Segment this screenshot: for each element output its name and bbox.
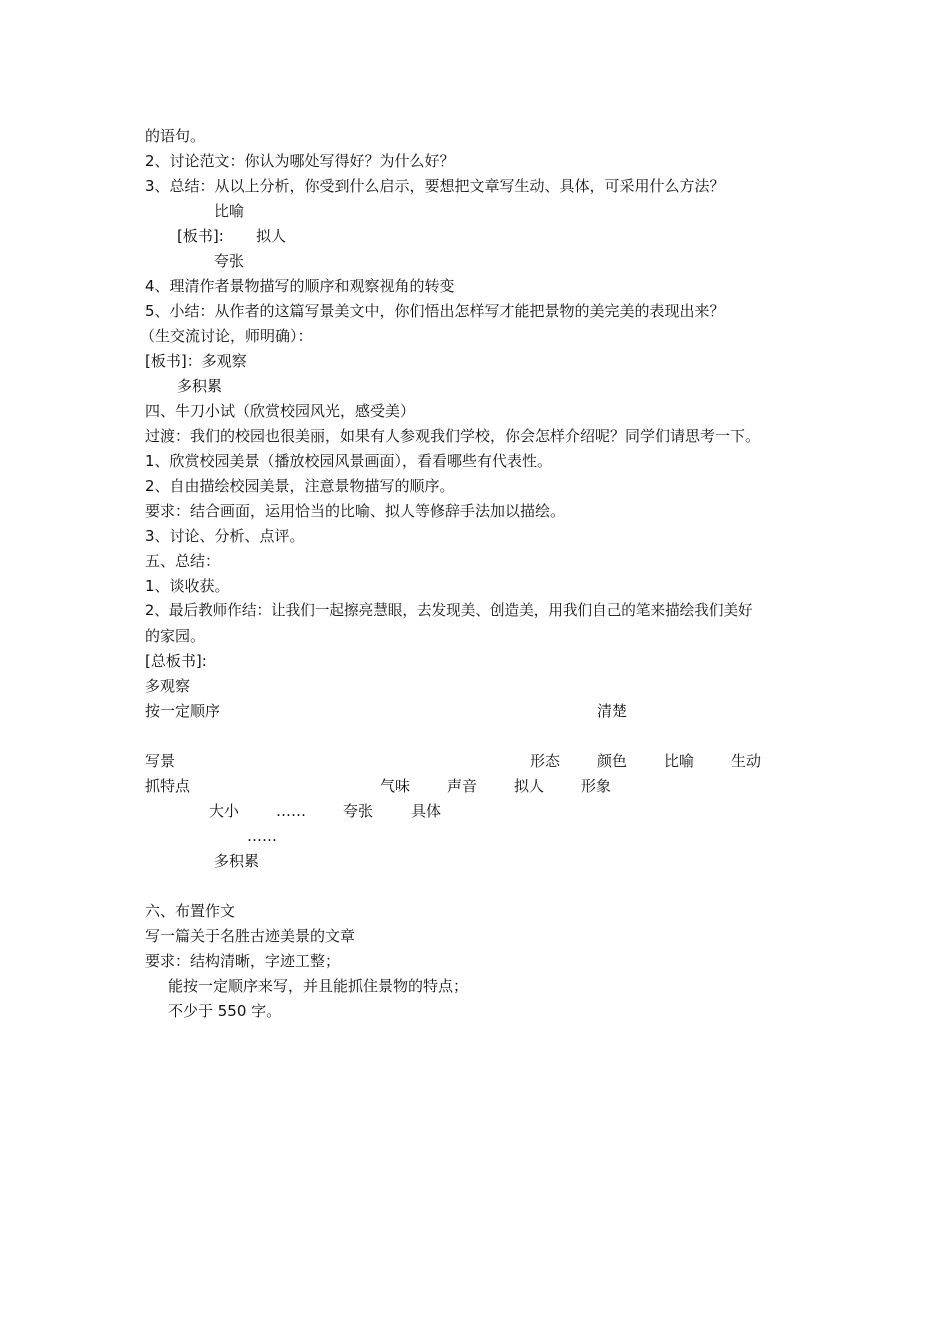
text-line: （生交流讨论，师明确）：: [140, 327, 313, 345]
text-line: 能按一定顺序来写，并且能抓住景物的特点；: [168, 977, 469, 995]
board-item: 比喻: [214, 202, 245, 220]
board-item: 拟人: [256, 227, 287, 245]
text-line: 写景: [145, 752, 176, 770]
text-line: 5、小结：从作者的这篇写景美文中，你们悟出怎样写才能把景物的美完美的表现出来？: [145, 302, 725, 320]
text-line: 具体: [411, 802, 442, 820]
text-line: 的家园。: [145, 627, 206, 645]
text-line: 写一篇关于名胜古迹美景的文章: [145, 927, 356, 945]
text-line: 1、欣赏校园美景（播放校园风景画面），看看哪些有代表性。: [145, 452, 553, 470]
text-line: 形象: [581, 777, 612, 795]
section-heading: 五、总结：: [145, 552, 221, 570]
text-line: 2、讨论范文：你认为哪处写得好？为什么好？: [145, 152, 455, 170]
text-line: 3、讨论、分析、点评。: [145, 527, 305, 545]
text-line: [总板书]:: [145, 652, 207, 670]
text-line: 形态: [530, 752, 561, 770]
text-line: 拟人: [514, 777, 545, 795]
text-line: 大小: [209, 802, 240, 820]
text-line: ……: [276, 802, 306, 820]
text-line: 过渡：我们的校园也很美丽，如果有人参观我们学校，你会怎样介绍呢？同学们请思考一下。: [145, 427, 761, 445]
board-item: 夸张: [214, 252, 245, 270]
text-line: 按一定顺序: [145, 702, 221, 720]
text-line: 1、谈收获。: [145, 577, 230, 595]
text-line: 多积累: [214, 852, 260, 870]
board-label: [板书]:: [177, 227, 224, 245]
text-line: 比喻: [664, 752, 695, 770]
text-line: 要求：结构清晰，字迹工整；: [145, 952, 341, 970]
text-line: 清楚: [597, 702, 628, 720]
text-line: 多观察: [145, 677, 191, 695]
text-line: 多积累: [177, 377, 223, 395]
text-line: 2、最后教师作结：让我们一起擦亮慧眼，去发现美、创造美，用我们自己的笔来描绘我们美好: [145, 602, 753, 619]
section-heading: 六、布置作文: [145, 902, 236, 920]
text-line: 不少于 550 字。: [168, 1002, 282, 1020]
text-line: 夸张: [343, 802, 374, 820]
text-line: 颜色: [597, 752, 628, 770]
text-line: 4、理清作者景物描写的顺序和观察视角的转变: [145, 277, 455, 295]
text-line: 要求：结合画面，运用恰当的比喻、拟人等修辞手法加以描绘。: [145, 502, 566, 520]
text-line: 的语句。: [145, 127, 206, 145]
text-line: ……: [247, 827, 277, 845]
section-heading: 四、牛刀小试（欣赏校园风光，感受美）: [145, 402, 416, 420]
text-line: [板书]：多观察: [145, 352, 247, 370]
text-line: 生动: [731, 752, 762, 770]
text-line: 3、总结：从以上分析，你受到什么启示，要想把文章写生动、具体，可采用什么方法？: [145, 177, 725, 195]
text-line: 声音: [447, 777, 478, 795]
text-line: 气味: [380, 777, 411, 795]
text-line: 抓特点: [145, 777, 191, 795]
text-line: 2、自由描绘校园美景，注意景物描写的顺序。: [145, 477, 455, 495]
